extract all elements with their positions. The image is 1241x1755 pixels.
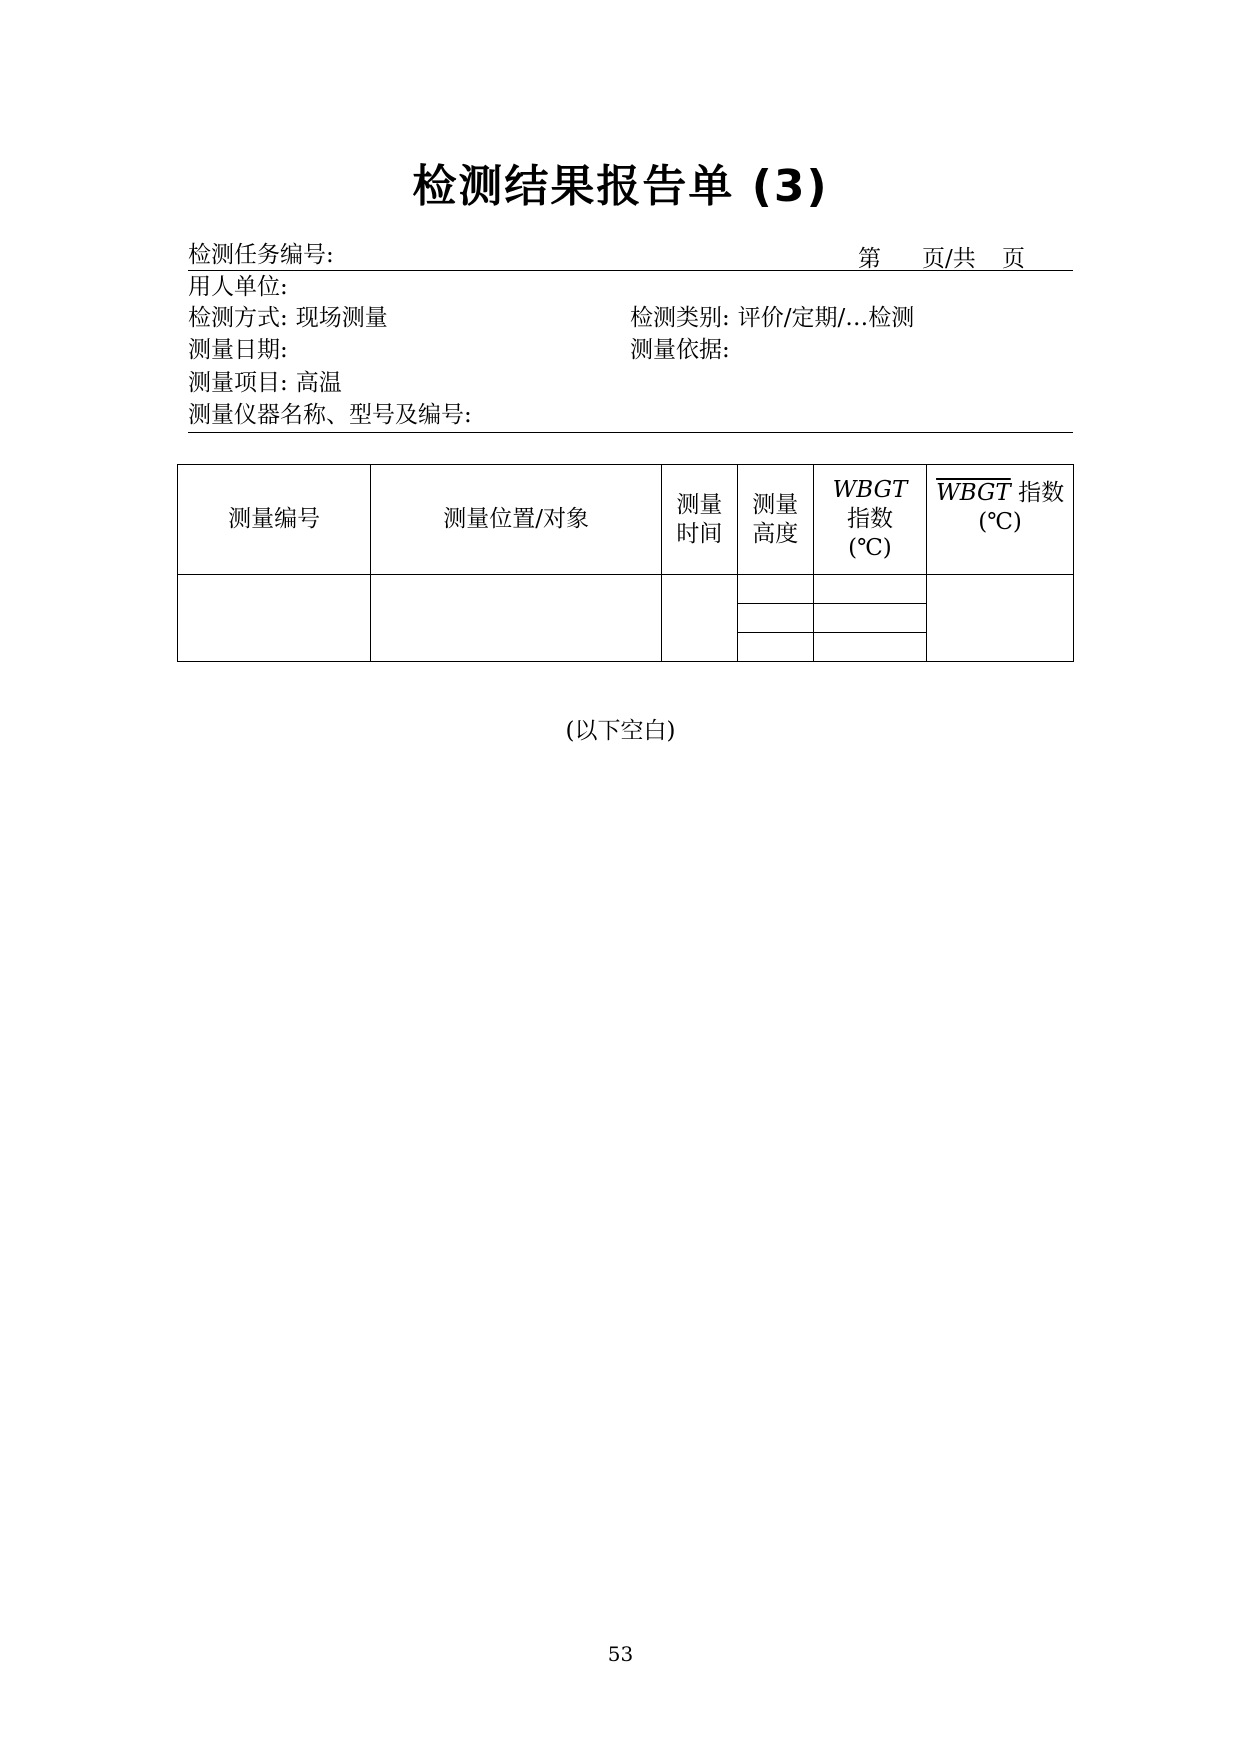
cell-location[interactable]	[371, 575, 662, 662]
info-rule	[188, 432, 1073, 433]
cell-measure-id[interactable]	[178, 575, 371, 662]
category-label: 检测类别:	[630, 305, 730, 331]
task-number-label: 检测任务编号:	[188, 242, 334, 268]
document-title: 检测结果报告单 (3)	[412, 161, 829, 212]
table-row	[178, 575, 1074, 604]
header-wbgt	[813, 465, 926, 575]
item-label: 测量项目:	[188, 370, 288, 396]
item-value: 高温	[295, 370, 342, 396]
header-height-line1: 测量	[752, 491, 799, 518]
header-wbgt-symbol: WBGT	[832, 477, 908, 503]
header-avg-wbgt-symbol: WBGT	[936, 480, 1011, 506]
results-table	[177, 464, 1074, 662]
page-mid: 页/共	[922, 246, 976, 272]
page-number: 53	[607, 1642, 634, 1666]
header-time-line1: 测量	[676, 491, 723, 518]
cell-height-3[interactable]	[737, 633, 813, 662]
cell-wbgt-3[interactable]	[813, 633, 926, 662]
page-prefix: 第	[858, 246, 881, 272]
method-value: 现场测量	[295, 305, 388, 331]
basis-label: 测量依据:	[630, 337, 730, 363]
page-suffix: 页	[1002, 246, 1025, 272]
cell-height-2[interactable]	[737, 604, 813, 633]
cell-height-1[interactable]	[737, 575, 813, 604]
method-field	[188, 303, 388, 333]
header-height-line2: 高度	[752, 520, 799, 547]
instrument-label: 测量仪器名称、型号及编号:	[188, 402, 472, 428]
category-field	[630, 303, 914, 333]
header-avg-wbgt-unit: (℃)	[978, 509, 1022, 535]
header-wbgt-text: 指数	[846, 506, 893, 532]
header-avg-wbgt	[927, 465, 1074, 575]
header-rule	[188, 270, 1073, 271]
header-location: 测量位置/对象	[371, 465, 662, 575]
date-label: 测量日期:	[188, 337, 288, 363]
cell-wbgt-2[interactable]	[813, 604, 926, 633]
header-wbgt-unit: (℃)	[848, 535, 892, 561]
header-time	[661, 465, 737, 575]
header-time-line2: 时间	[676, 520, 723, 547]
category-value: 评价/定期/…检测	[737, 305, 915, 331]
cell-avg-wbgt[interactable]	[927, 575, 1074, 662]
cell-time[interactable]	[661, 575, 737, 662]
cell-wbgt-1[interactable]	[813, 575, 926, 604]
blank-below-note: (以下空白)	[565, 718, 676, 744]
method-label: 检测方式:	[188, 305, 288, 331]
employer-label: 用人单位:	[188, 274, 288, 300]
header-avg-wbgt-text: 指数	[1010, 480, 1065, 506]
item-field	[188, 368, 342, 398]
header-height	[737, 465, 813, 575]
table-header-row	[178, 465, 1074, 575]
header-measure-id: 测量编号	[178, 465, 371, 575]
